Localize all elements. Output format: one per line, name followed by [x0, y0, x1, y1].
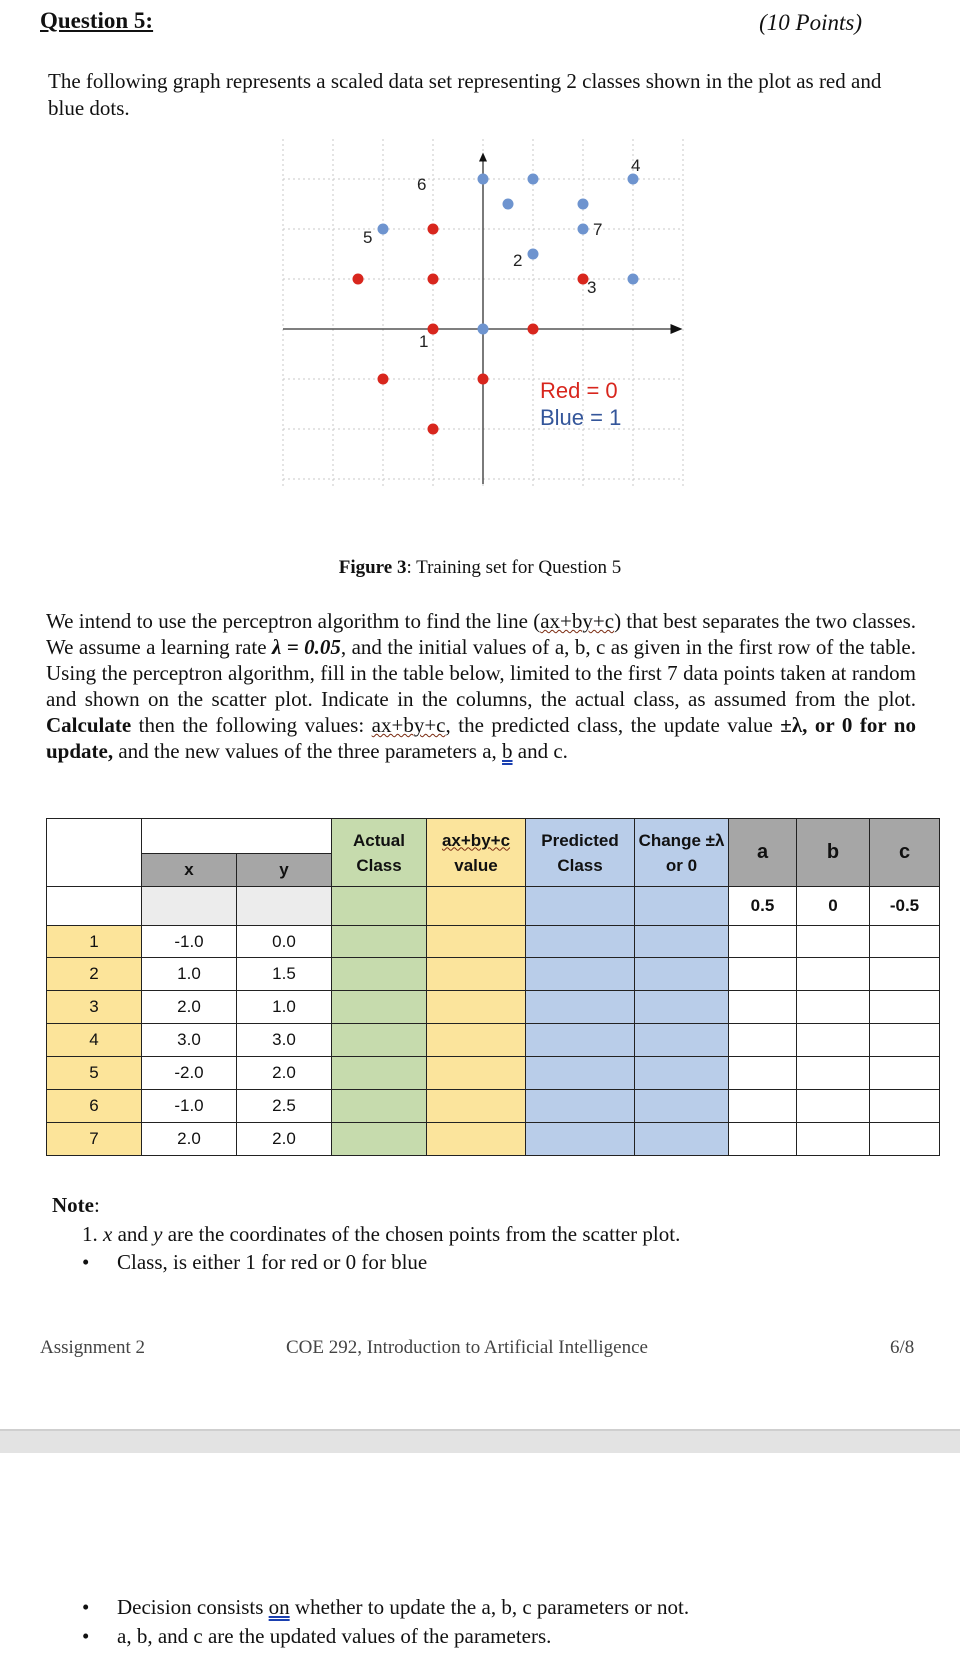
blue-point: [628, 274, 639, 285]
note-item-1-text: are the coordinates of the chosen points from the scatter plot.: [162, 1222, 681, 1246]
note-item-1: [82, 1222, 680, 1247]
init-x: [142, 887, 237, 926]
cell-predicted-class[interactable]: [526, 1123, 635, 1156]
cell-a[interactable]: [729, 958, 797, 991]
cell-b[interactable]: [797, 1123, 870, 1156]
bullet-icon: •: [82, 1250, 90, 1274]
table-row: [47, 991, 940, 1024]
body-text-1: We intend to use the perceptron algorithm to find the line (: [46, 609, 541, 633]
calculate-word: Calculate: [46, 713, 132, 737]
cell-value[interactable]: [427, 991, 526, 1024]
note-and: and: [112, 1222, 154, 1246]
cell-predicted-class[interactable]: [526, 1090, 635, 1123]
cell-b[interactable]: [797, 958, 870, 991]
note-item-3-on: on: [268, 1595, 290, 1619]
cell-y: 1.5: [237, 958, 332, 991]
blue-point: [578, 199, 589, 210]
cell-c[interactable]: [870, 1024, 940, 1057]
cell-predicted-class[interactable]: [526, 991, 635, 1024]
cell-change[interactable]: [635, 1024, 729, 1057]
update-rule: ±λ, or 0 for no update,: [46, 713, 916, 763]
equation-1: ax+by+c: [540, 609, 615, 633]
init-predicted: [526, 887, 635, 926]
bullet-icon: •: [82, 1595, 90, 1619]
cell-b[interactable]: [797, 926, 870, 958]
table-row: [47, 926, 940, 958]
cell-change[interactable]: [635, 1090, 729, 1123]
header-c: c: [870, 819, 940, 887]
cell-y: 3.0: [237, 1024, 332, 1057]
point-label: 4: [631, 156, 641, 175]
row-number: 1: [47, 926, 142, 958]
cell-x: -1.0: [142, 926, 237, 958]
red-point: [378, 374, 389, 385]
cell-y: 2.0: [237, 1123, 332, 1156]
cell-b[interactable]: [797, 1090, 870, 1123]
point-label: 5: [363, 228, 373, 247]
body-text-5: , the predicted class, the update value: [445, 713, 781, 737]
cell-c[interactable]: [870, 926, 940, 958]
cell-actual-class[interactable]: [332, 991, 427, 1024]
body-text-7: and c.: [512, 739, 568, 763]
header-y: y: [237, 854, 332, 887]
y-axis-arrow-icon: [479, 153, 487, 162]
red-point: [428, 424, 439, 435]
cell-b[interactable]: [797, 1057, 870, 1090]
cell-x: 1.0: [142, 958, 237, 991]
body-text-3: , and the initial values of a, b, c as given in the first row of the table. Using the perceptron algorithm, fill in the table below, limited to the first 7 data points taken at random and shown on the scatter plot. Indicate in the columns, the actual class, as assumed from the plot.: [46, 635, 916, 711]
row-number: 3: [47, 991, 142, 1024]
learning-rate: λ = 0.05: [272, 635, 341, 659]
cell-value[interactable]: [427, 1024, 526, 1057]
note-item-3: [117, 1595, 689, 1620]
cell-change[interactable]: [635, 991, 729, 1024]
table-row: [47, 1057, 940, 1090]
cell-value[interactable]: [427, 1057, 526, 1090]
plot-axes: [283, 153, 683, 485]
init-value: [427, 887, 526, 926]
cell-b[interactable]: [797, 991, 870, 1024]
init-b: 0: [797, 887, 870, 926]
cell-change[interactable]: [635, 926, 729, 958]
body-text-6: and the new values of the three parameters a,: [113, 739, 503, 763]
question-title: Question 5:: [40, 8, 154, 33]
blue-point: [478, 174, 489, 185]
note-item-3-text-b: whether to update the a, b, c parameters or not.: [289, 1595, 690, 1619]
cell-predicted-class[interactable]: [526, 958, 635, 991]
cell-a[interactable]: [729, 1057, 797, 1090]
cell-x: 2.0: [142, 1123, 237, 1156]
cell-actual-class[interactable]: [332, 1123, 427, 1156]
header-a: a: [729, 819, 797, 887]
blue-point: [528, 249, 539, 260]
blue-point: [578, 224, 589, 235]
point-label: 3: [587, 278, 597, 297]
cell-value[interactable]: [427, 1090, 526, 1123]
perceptron-table: [46, 818, 940, 1156]
figure-caption: [0, 557, 960, 579]
blue-point: [478, 324, 489, 335]
table-row: [47, 1024, 940, 1057]
cell-x: 2.0: [142, 991, 237, 1024]
cell-actual-class[interactable]: [332, 926, 427, 958]
blue-point: [528, 174, 539, 185]
cell-a[interactable]: [729, 991, 797, 1024]
table-row: [47, 958, 940, 991]
header-actual-class: Actual Class: [332, 819, 427, 887]
cell-value[interactable]: [427, 926, 526, 958]
footer-left: Assignment 2: [40, 1337, 146, 1358]
init-a: 0.5: [729, 887, 797, 926]
note-item-2: Class, is either 1 for red or 0 for blue: [117, 1250, 428, 1274]
scatter-plot: [278, 122, 698, 502]
note-title: Note:: [52, 1193, 100, 1217]
header-x: x: [142, 854, 237, 887]
init-c: -0.5: [870, 887, 940, 926]
note-y: y: [153, 1222, 163, 1246]
cell-c[interactable]: [870, 1057, 940, 1090]
cell-x: 3.0: [142, 1024, 237, 1057]
note-item-4: a, b, and c are the updated values of the parameters.: [117, 1624, 552, 1648]
cell-change[interactable]: [635, 1123, 729, 1156]
red-point: [428, 274, 439, 285]
init-actual: [332, 887, 427, 926]
equation-2: ax+by+c: [371, 713, 446, 737]
point-label: 6: [417, 175, 427, 194]
cell-b[interactable]: [797, 1024, 870, 1057]
row-number: 5: [47, 1057, 142, 1090]
point-label: 1: [419, 332, 429, 351]
cell-a[interactable]: [729, 1024, 797, 1057]
header-b: b: [797, 819, 870, 887]
cell-actual-class[interactable]: [332, 1090, 427, 1123]
header-change: Change ±λ or 0: [635, 819, 729, 887]
cell-predicted-class[interactable]: [526, 1024, 635, 1057]
row-number: 6: [47, 1090, 142, 1123]
header-value-word: value: [454, 855, 498, 875]
cell-c[interactable]: [870, 991, 940, 1024]
footer-center: COE 292, Introduction to Artificial Intelligence: [286, 1337, 648, 1358]
caption-label: Figure 3: [338, 557, 407, 578]
cell-actual-class[interactable]: [332, 1024, 427, 1057]
cell-a[interactable]: [729, 1090, 797, 1123]
table-row: [47, 1123, 940, 1156]
point-label: 2: [513, 251, 523, 270]
init-change: [635, 887, 729, 926]
x-axis-arrow-icon: [671, 324, 683, 334]
plot-point-labels: [363, 156, 640, 351]
cell-change[interactable]: [635, 1057, 729, 1090]
cell-y: 2.0: [237, 1057, 332, 1090]
row-number: 4: [47, 1024, 142, 1057]
corner-cell: [47, 819, 142, 887]
footer-right: 6/8: [890, 1337, 915, 1358]
note-item-3-text-a: Decision consists: [117, 1595, 269, 1619]
cell-a[interactable]: [729, 1123, 797, 1156]
red-point: [353, 274, 364, 285]
b-letter: b: [502, 739, 513, 763]
instructions-paragraph: [46, 608, 916, 764]
intro-paragraph: The following graph represents a scaled data set representing 2 classes shown in the plot as red and blue dots.: [48, 69, 882, 120]
cell-c[interactable]: [870, 1123, 940, 1156]
legend-blue: Blue = 1: [540, 405, 622, 430]
cell-predicted-class[interactable]: [526, 1057, 635, 1090]
table-row: [47, 1090, 940, 1123]
red-point: [478, 374, 489, 385]
init-y: [237, 887, 332, 926]
cell-x: -2.0: [142, 1057, 237, 1090]
row-number: 2: [47, 958, 142, 991]
body-text-4: then the following values:: [131, 713, 372, 737]
caption-text: : Training set for Question 5: [406, 557, 622, 578]
note-item-1-number: 1.: [82, 1222, 98, 1246]
note-x: x: [103, 1222, 113, 1246]
body-text-2: ) that best separates the two classes. We assume a learning rate: [46, 609, 916, 659]
blue-point: [378, 224, 389, 235]
red-point: [428, 324, 439, 335]
cell-actual-class[interactable]: [332, 958, 427, 991]
blue-point: [503, 199, 514, 210]
row-number: 7: [47, 1123, 142, 1156]
cell-y: 1.0: [237, 991, 332, 1024]
page-separator: [0, 1429, 960, 1453]
cell-c[interactable]: [870, 1090, 940, 1123]
cell-value[interactable]: [427, 958, 526, 991]
bullet-icon: •: [82, 1624, 90, 1648]
cell-actual-class[interactable]: [332, 1057, 427, 1090]
cell-value[interactable]: [427, 1123, 526, 1156]
init-blank: [47, 887, 142, 926]
cell-y: 2.5: [237, 1090, 332, 1123]
header-value: [427, 819, 526, 887]
header-predicted-class: Predicted Class: [526, 819, 635, 887]
question-points: (10 Points): [759, 10, 862, 35]
note-title-text: Note: [52, 1193, 94, 1217]
cell-x: -1.0: [142, 1090, 237, 1123]
red-point: [428, 224, 439, 235]
blue-point: [628, 174, 639, 185]
cell-c[interactable]: [870, 958, 940, 991]
cell-change[interactable]: [635, 958, 729, 991]
red-point: [528, 324, 539, 335]
xy-header-top: [142, 819, 332, 854]
legend-red: Red = 0: [540, 378, 618, 403]
point-label: 7: [593, 220, 603, 239]
cell-predicted-class[interactable]: [526, 926, 635, 958]
cell-a[interactable]: [729, 926, 797, 958]
cell-y: 0.0: [237, 926, 332, 958]
header-value-eq: ax+by+c: [441, 830, 511, 850]
